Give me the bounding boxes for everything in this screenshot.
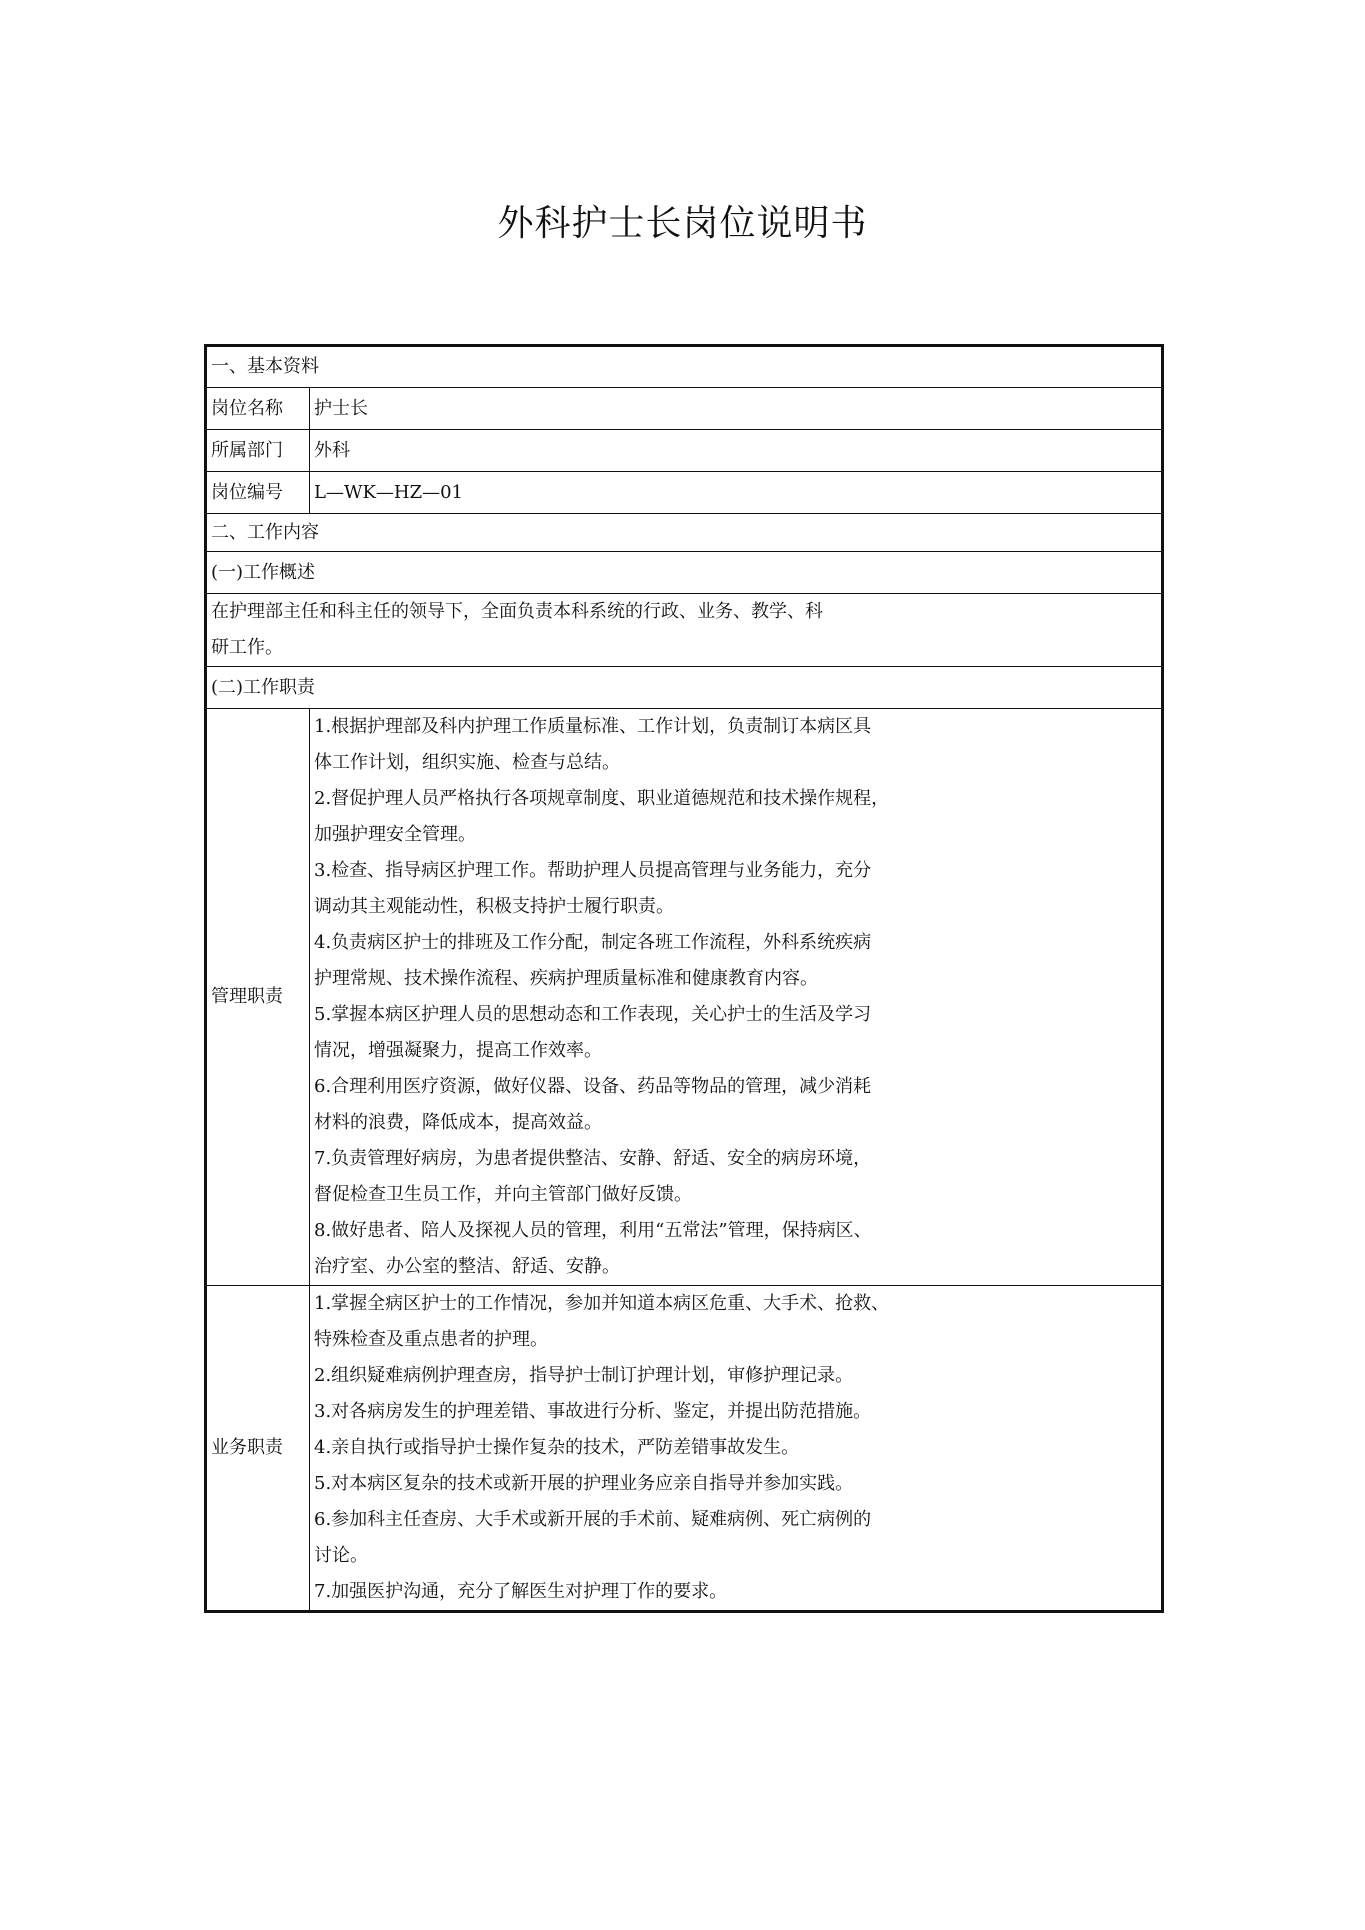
duty-line: 督促检查卫生员工作，并向主管部门做好反馈。 bbox=[314, 1184, 692, 1205]
basic-info-heading: 一、基本资料 bbox=[206, 346, 1163, 388]
duty-line: 8.做好患者、陪人及探视人员的管理，利用“五常法”管理，保持病区、 bbox=[314, 1220, 872, 1241]
position-code-value: L—WK—HZ—01 bbox=[310, 472, 1163, 514]
duty-line: 3.检查、指导病区护理工作。帮助护理人员提高管理与业务能力，充分 bbox=[314, 860, 872, 881]
table-row bbox=[206, 514, 1163, 552]
duty-line: 5.对本病区复杂的技术或新开展的护理业务应亲自指导并参加实践。 bbox=[314, 1473, 854, 1494]
duty-line: 治疗室、办公室的整洁、舒适、安静。 bbox=[314, 1256, 620, 1277]
department-label: 所属部门 bbox=[206, 430, 310, 472]
duty-line: 调动其主观能动性，积极支持护士履行职责。 bbox=[314, 896, 674, 917]
position-name-value: 护士长 bbox=[310, 388, 1163, 430]
overview-line: 在护理部主任和科主任的领导下，全面负责本科系统的行政、业务、教学、科 bbox=[211, 601, 823, 622]
duty-line: 加强护理安全管理。 bbox=[314, 824, 476, 845]
duty-line: 4.负责病区护士的排班及工作分配，制定各班工作流程，外科系统疾病 bbox=[314, 932, 872, 953]
table-row bbox=[206, 594, 1163, 667]
overview-line: 研工作。 bbox=[211, 637, 283, 658]
duty-line: 7.加强医护沟通，充分了解医生对护理丁作的要求。 bbox=[314, 1581, 728, 1602]
duty-line: 5.掌握本病区护理人员的思想动态和工作表现，关心护士的生活及学习 bbox=[314, 1004, 872, 1025]
duty-line: 7.负责管理好病房，为患者提供整洁、安静、舒适、安全的病房环境， bbox=[314, 1148, 872, 1169]
duty-line: 3.对各病房发生的护理差错、事故进行分析、鉴定，并提出防范措施。 bbox=[314, 1401, 872, 1422]
overview-text bbox=[206, 594, 1163, 667]
overview-heading: (一)工作概述 bbox=[206, 552, 1163, 594]
duties-heading: (二)工作职责 bbox=[206, 667, 1163, 709]
table-row bbox=[206, 1286, 1163, 1612]
duty-line: 2.组织疑难病例护理查房，指导护士制订护理计划，审修护理记录。 bbox=[314, 1365, 854, 1386]
duty-line: 情况，增强凝聚力，提高工作效率。 bbox=[314, 1040, 602, 1061]
table-row bbox=[206, 346, 1163, 388]
table-row bbox=[206, 667, 1163, 709]
duty-line: 6.参加科主任查房、大手术或新开展的手术前、疑难病例、死亡病例的 bbox=[314, 1509, 872, 1530]
work-content-heading: 二、工作内容 bbox=[206, 514, 1163, 552]
page-title: 外科护士长岗位说明书 bbox=[497, 203, 868, 244]
business-duties-label: 业务职责 bbox=[206, 1286, 310, 1612]
duty-line: 体工作计划，组织实施、检查与总结。 bbox=[314, 752, 620, 773]
duty-line: 护理常规、技术操作流程、疾病护理质量标准和健康教育内容。 bbox=[314, 968, 818, 989]
duty-line: 讨论。 bbox=[314, 1545, 368, 1566]
department-value: 外科 bbox=[310, 430, 1163, 472]
duty-line: 材料的浪费，降低成本，提高效益。 bbox=[314, 1112, 602, 1133]
table-row bbox=[206, 388, 1163, 430]
duty-line: 1.掌握全病区护士的工作情况，参加并知道本病区危重、大手术、抢救、 bbox=[314, 1293, 890, 1314]
management-duties-list bbox=[310, 709, 1163, 1286]
management-duties-label: 管理职责 bbox=[206, 709, 310, 1286]
table-row bbox=[206, 472, 1163, 514]
position-name-label: 岗位名称 bbox=[206, 388, 310, 430]
job-description-table bbox=[204, 344, 1164, 1613]
table-row bbox=[206, 430, 1163, 472]
table-row bbox=[206, 709, 1163, 1286]
position-code-label: 岗位编号 bbox=[206, 472, 310, 514]
duty-line: 4.亲自执行或指导护士操作复杂的技术，严防差错事故发生。 bbox=[314, 1437, 800, 1458]
business-duties-list bbox=[310, 1286, 1163, 1612]
duty-line: 1.根据护理部及科内护理工作质量标准、工作计划，负责制订本病区具 bbox=[314, 716, 872, 737]
duty-line: 特殊检查及重点患者的护理。 bbox=[314, 1329, 548, 1350]
table-row bbox=[206, 552, 1163, 594]
duty-line: 2.督促护理人员严格执行各项规章制度、职业道德规范和技术操作规程， bbox=[314, 788, 890, 809]
duty-line: 6.合理利用医疗资源，做好仪器、设备、药品等物品的管理，减少消耗 bbox=[314, 1076, 872, 1097]
